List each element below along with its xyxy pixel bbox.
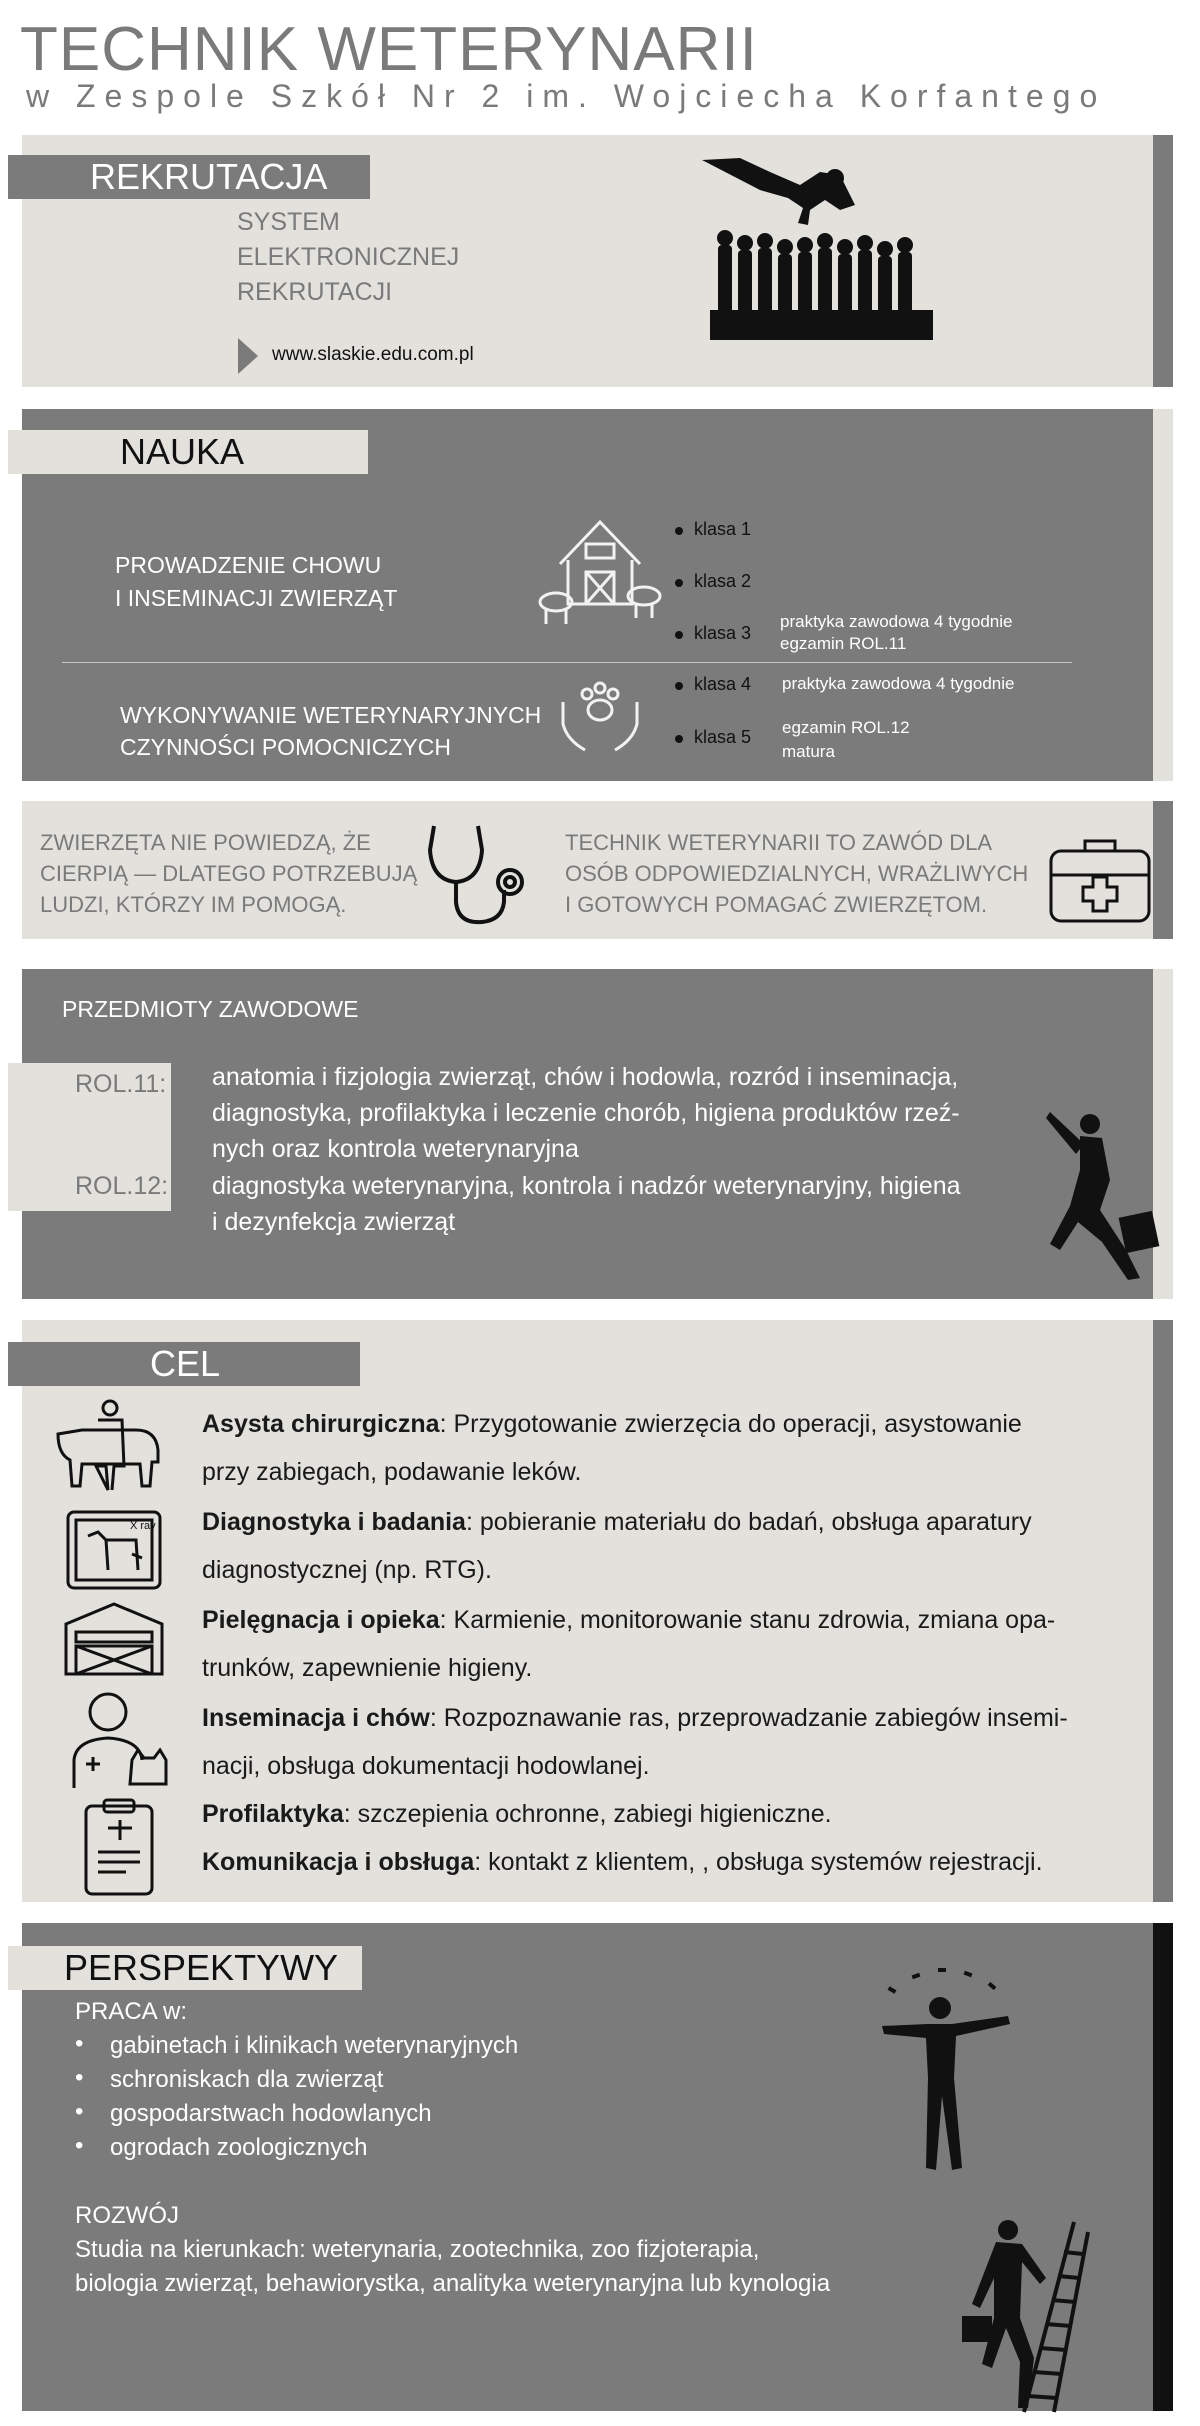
cel-side-bar bbox=[1153, 1320, 1173, 1902]
cel-heading: CEL bbox=[8, 1342, 360, 1386]
cel-item-1-line-2: przy zabiegach, podawanie leków. bbox=[202, 1458, 582, 1486]
quote-right-line-3: I GOTOWYCH POMAGAĆ ZWIERZĘTOM. bbox=[565, 892, 988, 917]
praca-item-2: schroniskach dla zwierząt bbox=[110, 2066, 384, 2093]
cel-item-1-title: Asysta chirurgiczna bbox=[202, 1410, 440, 1438]
rozwoj-line-2: biologia zwierząt, behawiorystka, analityka weterynaryjna lub kynologia bbox=[75, 2270, 831, 2297]
quote-right-line-1: TECHNIK WETERYNARII TO ZAWÓD DLA bbox=[565, 830, 993, 855]
quote-right-line-2: OSÓB ODPOWIEDZIALNYCH, WRAŻLIWYCH bbox=[565, 861, 1029, 886]
class-2-label: klasa 2 bbox=[694, 571, 752, 591]
cel-item-1-line-1: : Przygotowanie zwierzęcia do operacji, asystowanie bbox=[439, 1410, 1022, 1438]
cel-item-5-title: Profilaktyka bbox=[202, 1800, 344, 1828]
perspektywy-heading: PERSPEKTYWY bbox=[8, 1946, 362, 1990]
cel-item-2 bbox=[202, 1498, 1142, 1594]
cel-item-3 bbox=[202, 1596, 1142, 1692]
cel-item-5 bbox=[202, 1790, 1142, 1838]
class-3-bullet bbox=[675, 631, 683, 639]
praca-item-1: gabinetach i klinikach weterynaryjnych bbox=[110, 2032, 519, 2059]
cel-item-3-line-1: : Karmienie, monitorowanie stanu zdrowia, zmiana opa- bbox=[439, 1606, 1056, 1634]
cel-item-2-line-2: diagnostycznej (np. RTG). bbox=[202, 1556, 492, 1584]
rekrutacja-heading: REKRUTACJA bbox=[8, 155, 370, 199]
praca-item-3: gospodarstwach hodowlanych bbox=[110, 2100, 432, 2127]
rol12-line-2: i dezynfekcja zwierząt bbox=[212, 1208, 456, 1236]
praca-bullet-4: • bbox=[75, 2132, 84, 2159]
rol12-line-1: diagnostyka weterynaryjna, kontrola i nadzór weterynaryjny, higiena bbox=[212, 1172, 961, 1200]
class-3-label: klasa 3 bbox=[694, 623, 752, 643]
clipboard-icon bbox=[82, 1796, 156, 1896]
cel-item-1 bbox=[202, 1400, 1142, 1496]
xray-label: X ray bbox=[130, 1520, 156, 1532]
cel-item-5-line-1: : szczepienia ochronne, zabiegi higieniczne. bbox=[343, 1800, 832, 1828]
praca-bullet-3: • bbox=[75, 2098, 84, 2125]
page-subtitle: w Zespole Szkół Nr 2 im. Wojciecha Korfantego bbox=[26, 78, 1107, 114]
qualification-1-line-1: PROWADZENIE CHOWU bbox=[115, 552, 382, 578]
class-1-bullet bbox=[675, 527, 683, 535]
cel-item-2-title: Diagnostyka i badania bbox=[202, 1508, 466, 1536]
cow-vet-icon bbox=[52, 1400, 166, 1492]
stable-icon bbox=[62, 1602, 166, 1676]
nauka-side-bar bbox=[1153, 409, 1173, 781]
praca-bullet-2: • bbox=[75, 2064, 84, 2091]
cel-item-2-line-1: : pobieranie materiału do badań, obsługa aparatury bbox=[465, 1508, 1032, 1536]
class-5-bullet bbox=[675, 735, 683, 743]
rekrutacja-side-bar bbox=[1153, 135, 1173, 387]
ladder-climber-illustration bbox=[962, 2218, 1092, 2414]
praca-item-4: ogrodach zoologicznych bbox=[110, 2134, 368, 2161]
class-4-bullet bbox=[675, 682, 683, 690]
crowd-illustration bbox=[700, 150, 950, 370]
running-man-illustration bbox=[1040, 1110, 1160, 1285]
cel-item-4 bbox=[202, 1694, 1142, 1790]
cel-item-6 bbox=[202, 1838, 1142, 1886]
rekrutacja-line-1: SYSTEM bbox=[237, 208, 340, 236]
quote-left-line-1: ZWIERZĘTA NIE POWIEDZĄ, ŻE bbox=[40, 830, 371, 855]
perspektywy-side-bar bbox=[1153, 1923, 1173, 2411]
cel-item-4-title: Inseminacja i chów bbox=[202, 1704, 430, 1732]
praca-bullet-1: • bbox=[75, 2030, 84, 2057]
class-5-note-1: egzamin ROL.12 bbox=[782, 718, 910, 737]
class-5-label: klasa 5 bbox=[694, 727, 752, 747]
rol11-line-3: nych oraz kontrola weterynaryjna bbox=[212, 1135, 579, 1163]
first-aid-kit-icon bbox=[1047, 835, 1153, 925]
juggler-illustration bbox=[878, 1968, 1028, 2178]
rekrutacja-line-3: REKRUTACJI bbox=[237, 278, 393, 306]
quote-left-line-3: LUDZI, KTÓRZY IM POMOGĄ. bbox=[40, 892, 347, 917]
cel-item-6-line-1: : kontakt z klientem, , obsługa systemów rejestracji. bbox=[474, 1848, 1043, 1876]
qualification-2-line-2: CZYNNOŚCI POMOCNICZYCH bbox=[120, 734, 451, 760]
rol11-line-2: diagnostyka, profilaktyka i leczenie chorób, higiena produktów rzeź- bbox=[212, 1099, 960, 1127]
stethoscope-icon bbox=[422, 820, 534, 930]
arrow-right-icon bbox=[238, 338, 258, 374]
rozwoj-label: ROZWÓJ bbox=[75, 2202, 179, 2229]
quotes-side-bar bbox=[1153, 801, 1173, 939]
vet-doctor-icon bbox=[66, 1688, 170, 1792]
quote-left-line-2: CIERPIĄ — DLATEGO POTRZEBUJĄ bbox=[40, 861, 418, 886]
barn-icon bbox=[536, 516, 666, 628]
nauka-divider bbox=[62, 662, 1072, 663]
nauka-heading: NAUKA bbox=[8, 430, 368, 474]
class-4-label: klasa 4 bbox=[694, 674, 752, 694]
recruitment-link[interactable]: www.slaskie.edu.com.pl bbox=[272, 344, 474, 365]
paw-hands-icon bbox=[557, 676, 643, 756]
page-title: TECHNIK WETERYNARII bbox=[20, 15, 758, 84]
rozwoj-line-1: Studia na kierunkach: weterynaria, zootechnika, zoo fizjoterapia, bbox=[75, 2236, 760, 2263]
cel-item-4-line-2: nacji, obsługa dokumentacji hodowlanej. bbox=[202, 1752, 650, 1780]
cel-item-6-title: Komunikacja i obsługa bbox=[202, 1848, 475, 1876]
qualification-2-line-1: WYKONYWANIE WETERYNARYJNYCH bbox=[120, 702, 542, 728]
praca-label: PRACA w: bbox=[75, 1998, 188, 2025]
qualification-1-line-2: I INSEMINACJI ZWIERZĄT bbox=[115, 585, 398, 611]
cel-item-4-line-1: : Rozpoznawanie ras, przeprowadzanie zabiegów insemi- bbox=[429, 1704, 1068, 1732]
cel-item-3-line-2: trunków, zapewnienie higieny. bbox=[202, 1654, 533, 1682]
class-3-note-1: praktyka zawodowa 4 tygodnie bbox=[780, 612, 1013, 631]
class-3-note-2: egzamin ROL.11 bbox=[780, 634, 907, 653]
rekrutacja-line-2: ELEKTRONICZNEJ bbox=[237, 243, 460, 271]
class-4-note: praktyka zawodowa 4 tygodnie bbox=[782, 674, 1015, 693]
rol11-line-1: anatomia i fizjologia zwierząt, chów i hodowla, rozród i inseminacja, bbox=[212, 1063, 959, 1091]
class-5-note-2: matura bbox=[782, 742, 835, 761]
class-2-bullet bbox=[675, 579, 683, 587]
rol12-label: ROL.12: bbox=[75, 1172, 169, 1200]
class-1-label: klasa 1 bbox=[694, 519, 752, 539]
rol11-label: ROL.11: bbox=[75, 1070, 167, 1098]
cel-item-3-title: Pielęgnacja i opieka bbox=[202, 1606, 440, 1634]
przedmioty-heading: PRZEDMIOTY ZAWODOWE bbox=[62, 996, 359, 1022]
